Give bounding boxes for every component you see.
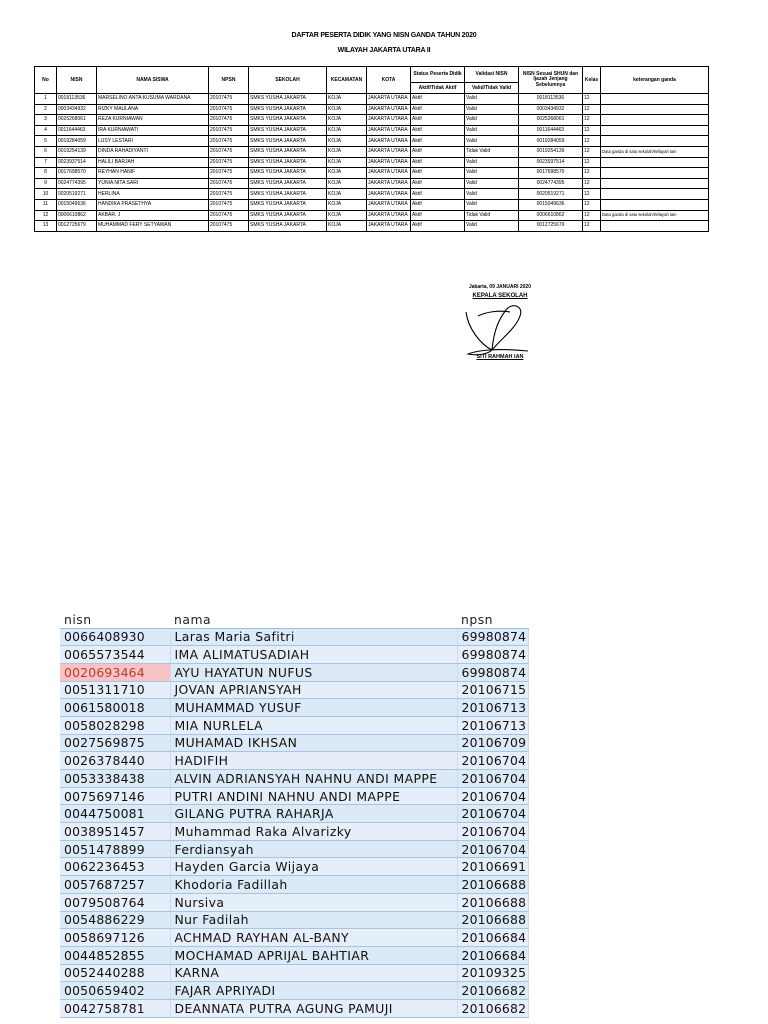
- cell-kota: JAKARTA UTARA: [367, 125, 411, 136]
- list-cell-npsn: 69980874: [457, 663, 528, 681]
- cell-kelas: 12: [583, 221, 601, 232]
- header-nisn: NISN: [57, 67, 97, 94]
- cell-nama: YUNIA NITA SARI: [97, 178, 209, 189]
- cell-npsn: 20107475: [209, 115, 249, 126]
- cell-keterangan: [601, 178, 709, 189]
- list-cell-nama: MUHAMAD IKHSAN: [170, 734, 457, 752]
- cell-keterangan: [601, 157, 709, 168]
- cell-keterangan: [601, 199, 709, 210]
- list-cell-nama: IMA ALIMATUSADIAH: [170, 646, 457, 664]
- cell-no: 6: [35, 146, 57, 157]
- cell-validasi: Valid: [465, 94, 519, 105]
- table-row: [35, 178, 709, 189]
- cell-nisn-shun: 0015049636: [519, 199, 583, 210]
- cell-status: Aktif: [411, 94, 465, 105]
- cell-keterangan: [601, 125, 709, 136]
- cell-validasi: Valid: [465, 104, 519, 115]
- header-nisn-shun: NISN Sesuai SHUN dan Ijazah Jenjang Sebelumnya: [519, 67, 583, 94]
- header-nama: NAMA SISWA: [97, 67, 209, 94]
- cell-no: 4: [35, 125, 57, 136]
- cell-nisn-shun: 0023937514: [519, 157, 583, 168]
- list-cell-npsn: 20106691: [457, 858, 528, 876]
- cell-kecamatan: KOJA: [327, 189, 367, 200]
- cell-validasi: Valid: [465, 221, 519, 232]
- list-cell-nisn: 0075697146: [60, 787, 170, 805]
- cell-nisn: 0003434932: [57, 104, 97, 115]
- list-item: [60, 770, 528, 788]
- cell-status: Aktif: [411, 146, 465, 157]
- cell-nisn: 0019284059: [57, 136, 97, 147]
- list-cell-nama: Laras Maria Safitri: [170, 628, 457, 646]
- list-cell-nisn: 0062236453: [60, 858, 170, 876]
- cell-sekolah: SMKS YUSHA JAKARTA: [249, 210, 327, 221]
- list-cell-nama: Ferdiansyah: [170, 840, 457, 858]
- cell-status: Aktif: [411, 189, 465, 200]
- header-kecamatan: KECAMATAN: [327, 67, 367, 94]
- list-item: [60, 893, 528, 911]
- list-cell-nisn: 0026378440: [60, 752, 170, 770]
- cell-keterangan: [601, 221, 709, 232]
- table-row: [35, 221, 709, 232]
- cell-sekolah: SMKS YUSHA JAKARTA: [249, 157, 327, 168]
- list-cell-nisn: 0066408930: [60, 628, 170, 646]
- header-status: Status Peserta Didik: [411, 67, 465, 83]
- header-kota: KOTA: [367, 67, 411, 94]
- cell-nisn-shun: 0011644463: [519, 125, 583, 136]
- table-row: [35, 94, 709, 105]
- list-cell-nama: MUHAMMAD YUSUF: [170, 699, 457, 717]
- list-cell-npsn: 20106704: [457, 823, 528, 841]
- list-header-nama: nama: [170, 611, 457, 628]
- cell-kota: JAKARTA UTARA: [367, 157, 411, 168]
- list-cell-nisn: 0044750081: [60, 805, 170, 823]
- cell-no: 7: [35, 157, 57, 168]
- list-cell-npsn: 20106684: [457, 929, 528, 947]
- list-cell-nama: Hayden Garcia Wijaya: [170, 858, 457, 876]
- cell-kelas: 12: [583, 199, 601, 210]
- cell-npsn: 20107475: [209, 199, 249, 210]
- cell-nisn: 0017698570: [57, 168, 97, 179]
- list-cell-nisn: 0044852855: [60, 946, 170, 964]
- cell-kelas: 12: [583, 168, 601, 179]
- cell-keterangan: Data ganda di satu sekolah/Wilayah lain: [601, 210, 709, 221]
- cell-kota: JAKARTA UTARA: [367, 104, 411, 115]
- cell-kelas: 12: [583, 178, 601, 189]
- cell-no: 3: [35, 115, 57, 126]
- list-cell-nisn: 0038951457: [60, 823, 170, 841]
- signature-name: SITI RAHMAH IAN: [476, 354, 524, 360]
- list-cell-nama: HADIFIH: [170, 752, 457, 770]
- cell-keterangan: [601, 94, 709, 105]
- cell-kecamatan: KOJA: [327, 178, 367, 189]
- list-cell-nama: Nursiva: [170, 893, 457, 911]
- cell-kecamatan: KOJA: [327, 221, 367, 232]
- cell-kelas: 12: [583, 104, 601, 115]
- cell-npsn: 20107475: [209, 94, 249, 105]
- cell-nisn: 0012725679: [57, 221, 97, 232]
- cell-nisn-shun: 0012725679: [519, 221, 583, 232]
- cell-npsn: 20107475: [209, 136, 249, 147]
- list-cell-npsn: 20106713: [457, 699, 528, 717]
- cell-status: Aktif: [411, 104, 465, 115]
- cell-kelas: 12: [583, 189, 601, 200]
- cell-kecamatan: KOJA: [327, 146, 367, 157]
- cell-kota: JAKARTA UTARA: [367, 146, 411, 157]
- cell-nisn: 0011644463: [57, 125, 97, 136]
- cell-sekolah: SMKS YUSHA JAKARTA: [249, 199, 327, 210]
- cell-nisn-shun: 0003434932: [519, 104, 583, 115]
- list-cell-npsn: 20106704: [457, 840, 528, 858]
- cell-npsn: 20107475: [209, 146, 249, 157]
- list-cell-nisn: 0053338438: [60, 770, 170, 788]
- cell-npsn: 20107475: [209, 125, 249, 136]
- cell-kecamatan: KOJA: [327, 136, 367, 147]
- cell-keterangan: [601, 168, 709, 179]
- table-row: [35, 146, 709, 157]
- cell-nama: IRA KURNIAWATI: [97, 125, 209, 136]
- list-cell-npsn: 20106715: [457, 681, 528, 699]
- cell-validasi: Valid: [465, 199, 519, 210]
- cell-sekolah: SMKS YUSHA JAKARTA: [249, 221, 327, 232]
- cell-no: 8: [35, 168, 57, 179]
- table-row: [35, 189, 709, 200]
- cell-kota: JAKARTA UTARA: [367, 210, 411, 221]
- list-cell-npsn: 20106713: [457, 716, 528, 734]
- cell-validasi: Valid: [465, 189, 519, 200]
- list-cell-nama: KARNA: [170, 964, 457, 982]
- list-cell-nisn: 0052440288: [60, 964, 170, 982]
- list-cell-npsn: 20106704: [457, 787, 528, 805]
- cell-npsn: 20107475: [209, 157, 249, 168]
- table-row: [35, 157, 709, 168]
- list-cell-npsn: 20106682: [457, 982, 528, 1000]
- cell-kota: JAKARTA UTARA: [367, 136, 411, 147]
- cell-kecamatan: KOJA: [327, 168, 367, 179]
- cell-sekolah: SMKS YUSHA JAKARTA: [249, 189, 327, 200]
- cell-kota: JAKARTA UTARA: [367, 94, 411, 105]
- list-cell-nisn: 0079508764: [60, 893, 170, 911]
- table-row: [35, 210, 709, 221]
- cell-nisn-shun: 0018113536: [519, 94, 583, 105]
- nisn-ganda-table: [34, 66, 709, 232]
- list-cell-nisn: 0051311710: [60, 681, 170, 699]
- list-cell-npsn: 20106684: [457, 946, 528, 964]
- cell-npsn: 20107475: [209, 210, 249, 221]
- cell-keterangan: Data ganda di satu sekolah/Wilayah lain: [601, 146, 709, 157]
- list-cell-npsn: 20106704: [457, 770, 528, 788]
- header-status-sub: Aktif/Tidak Aktif: [411, 83, 465, 94]
- cell-sekolah: SMKS YUSHA JAKARTA: [249, 104, 327, 115]
- cell-status: Aktif: [411, 115, 465, 126]
- cell-nama: DINDA RAHADIYANTI: [97, 146, 209, 157]
- list-cell-nisn: 0057687257: [60, 876, 170, 894]
- cell-nisn: 0006610862: [57, 210, 97, 221]
- cell-no: 10: [35, 189, 57, 200]
- cell-kecamatan: KOJA: [327, 210, 367, 221]
- cell-no: 11: [35, 199, 57, 210]
- table-row: [35, 168, 709, 179]
- list-item: [60, 929, 528, 947]
- cell-nisn-shun: 0019284059: [519, 136, 583, 147]
- signature-block: [430, 284, 570, 360]
- student-list-table: [60, 611, 529, 1018]
- list-cell-nama: Muhammad Raka Alvarizky: [170, 823, 457, 841]
- table-row: [35, 125, 709, 136]
- header-no: No: [35, 67, 57, 94]
- table-row: [35, 136, 709, 147]
- list-cell-npsn: 69980874: [457, 628, 528, 646]
- table-row: [35, 115, 709, 126]
- cell-kelas: 12: [583, 136, 601, 147]
- list-cell-nama: DEANNATA PUTRA AGUNG PAMUJI: [170, 999, 457, 1017]
- list-cell-nisn: 0065573544: [60, 646, 170, 664]
- cell-validasi: Valid: [465, 168, 519, 179]
- cell-validasi: Valid: [465, 136, 519, 147]
- cell-kota: JAKARTA UTARA: [367, 178, 411, 189]
- cell-keterangan: [601, 189, 709, 200]
- cell-kecamatan: KOJA: [327, 115, 367, 126]
- cell-nisn: 0018113536: [57, 94, 97, 105]
- list-cell-nisn: 0058028298: [60, 716, 170, 734]
- list-cell-nama: AYU HAYATUN NUFUS: [170, 663, 457, 681]
- list-item: [60, 840, 528, 858]
- cell-sekolah: SMKS YUSHA JAKARTA: [249, 115, 327, 126]
- list-header-nisn: nisn: [60, 611, 170, 628]
- cell-nisn-shun: 0017698570: [519, 168, 583, 179]
- cell-kelas: 12: [583, 115, 601, 126]
- header-validasi-sub: Valid/Tidak Valid: [465, 83, 519, 94]
- cell-validasi: Tidak Valid: [465, 210, 519, 221]
- list-cell-npsn: 20106688: [457, 893, 528, 911]
- list-item: [60, 716, 528, 734]
- list-cell-nama: Khodoria Fadillah: [170, 876, 457, 894]
- cell-kelas: 12: [583, 125, 601, 136]
- cell-kota: JAKARTA UTARA: [367, 168, 411, 179]
- cell-kota: JAKARTA UTARA: [367, 221, 411, 232]
- cell-kecamatan: KOJA: [327, 157, 367, 168]
- cell-no: 13: [35, 221, 57, 232]
- list-item: [60, 946, 528, 964]
- cell-nisn: 0015049636: [57, 199, 97, 210]
- list-cell-nama: Nur Fadilah: [170, 911, 457, 929]
- table-row: [35, 199, 709, 210]
- cell-no: 1: [35, 94, 57, 105]
- list-cell-npsn: 20106682: [457, 999, 528, 1017]
- signature-date: Jakarta, 09 JANUARI 2020: [469, 284, 531, 290]
- list-item: [60, 858, 528, 876]
- list-cell-npsn: 20106704: [457, 805, 528, 823]
- cell-kecamatan: KOJA: [327, 125, 367, 136]
- cell-kota: JAKARTA UTARA: [367, 199, 411, 210]
- cell-kecamatan: KOJA: [327, 94, 367, 105]
- list-item: [60, 982, 528, 1000]
- list-item: [60, 646, 528, 664]
- cell-sekolah: SMKS YUSHA JAKARTA: [249, 146, 327, 157]
- list-cell-nama: ACHMAD RAYHAN AL-BANY: [170, 929, 457, 947]
- cell-no: 12: [35, 210, 57, 221]
- cell-status: Aktif: [411, 210, 465, 221]
- cell-status: Aktif: [411, 136, 465, 147]
- cell-validasi: Valid: [465, 115, 519, 126]
- header-kelas: Kelas: [583, 67, 601, 94]
- list-item: [60, 752, 528, 770]
- list-cell-npsn: 20106688: [457, 911, 528, 929]
- cell-status: Aktif: [411, 199, 465, 210]
- cell-npsn: 20107475: [209, 189, 249, 200]
- cell-sekolah: SMKS YUSHA JAKARTA: [249, 125, 327, 136]
- cell-nama: HERLINA: [97, 189, 209, 200]
- list-item: [60, 628, 528, 646]
- table-row: [35, 104, 709, 115]
- cell-keterangan: [601, 104, 709, 115]
- cell-validasi: Valid: [465, 178, 519, 189]
- list-cell-npsn: 20106688: [457, 876, 528, 894]
- list-cell-nama: MOCHAMAD APRIJAL BAHTIAR: [170, 946, 457, 964]
- cell-nama: REZA KURNIAWAN: [97, 115, 209, 126]
- cell-nisn-shun: 0025268061: [519, 115, 583, 126]
- list-cell-nama: GILANG PUTRA RAHARJA: [170, 805, 457, 823]
- list-cell-npsn: 20109325: [457, 964, 528, 982]
- list-cell-nisn: 0027569875: [60, 734, 170, 752]
- list-cell-nama: ALVIN ADRIANSYAH NAHNU ANDI MAPPE: [170, 770, 457, 788]
- list-cell-nama: JOVAN APRIANSYAH: [170, 681, 457, 699]
- cell-kota: JAKARTA UTARA: [367, 115, 411, 126]
- cell-status: Aktif: [411, 125, 465, 136]
- cell-npsn: 20107475: [209, 221, 249, 232]
- cell-kelas: 12: [583, 210, 601, 221]
- cell-keterangan: [601, 136, 709, 147]
- cell-npsn: 20107475: [209, 168, 249, 179]
- cell-no: 9: [35, 178, 57, 189]
- cell-nama: HANDIKA PRASETHYA: [97, 199, 209, 210]
- list-item: [60, 964, 528, 982]
- cell-nama: HALILI BARJAH: [97, 157, 209, 168]
- list-item: [60, 911, 528, 929]
- cell-status: Aktif: [411, 178, 465, 189]
- cell-no: 5: [35, 136, 57, 147]
- cell-sekolah: SMKS YUSHA JAKARTA: [249, 136, 327, 147]
- cell-nama: MUHAMMAD FERY SETYAWAN: [97, 221, 209, 232]
- list-item: [60, 734, 528, 752]
- list-header-npsn: npsn: [457, 611, 528, 628]
- cell-status: Aktif: [411, 157, 465, 168]
- list-cell-npsn: 20106704: [457, 752, 528, 770]
- list-item: [60, 823, 528, 841]
- cell-kelas: 12: [583, 157, 601, 168]
- handwritten-signature: [458, 298, 548, 360]
- cell-nisn: 0019254139: [57, 146, 97, 157]
- list-cell-nisn: 0054886229: [60, 911, 170, 929]
- list-cell-npsn: 69980874: [457, 646, 528, 664]
- list-item: [60, 663, 528, 681]
- cell-nama: AKBAR. J: [97, 210, 209, 221]
- cell-validasi: Tidak Valid: [465, 146, 519, 157]
- list-item: [60, 787, 528, 805]
- document-subtitle: WILAYAH JAKARTA UTARA II: [337, 47, 431, 54]
- document-title: DAFTAR PESERTA DIDIK YANG NISN GANDA TAHUN 2020: [291, 32, 477, 39]
- cell-kelas: 12: [583, 146, 601, 157]
- cell-npsn: 20107475: [209, 104, 249, 115]
- list-item: [60, 876, 528, 894]
- cell-nama: MARSELINO ANTA KUSUMA WARDANA: [97, 94, 209, 105]
- cell-sekolah: SMKS YUSHA JAKARTA: [249, 94, 327, 105]
- cell-npsn: 20107475: [209, 178, 249, 189]
- list-cell-nisn: 0042758781: [60, 999, 170, 1017]
- cell-sekolah: SMKS YUSHA JAKARTA: [249, 178, 327, 189]
- cell-nisn: 0023937514: [57, 157, 97, 168]
- cell-kelas: 12: [583, 94, 601, 105]
- cell-nisn-shun: 0020519271: [519, 189, 583, 200]
- cell-nisn: 0024774395: [57, 178, 97, 189]
- header-npsn: NPSN: [209, 67, 249, 94]
- list-item: [60, 805, 528, 823]
- cell-kecamatan: KOJA: [327, 104, 367, 115]
- list-item: [60, 999, 528, 1017]
- header-sekolah: SEKOLAH: [249, 67, 327, 94]
- cell-sekolah: SMKS YUSHA JAKARTA: [249, 168, 327, 179]
- cell-nama: RIZKY MAULANA: [97, 104, 209, 115]
- cell-keterangan: [601, 115, 709, 126]
- list-cell-nisn: 0058697126: [60, 929, 170, 947]
- header-validasi: Validasi NISN: [465, 67, 519, 83]
- header-keterangan: keterangan ganda: [601, 67, 709, 94]
- list-cell-nama: FAJAR APRIYADI: [170, 982, 457, 1000]
- cell-no: 2: [35, 104, 57, 115]
- cell-kota: JAKARTA UTARA: [367, 189, 411, 200]
- cell-nisn-shun: 0024774395: [519, 178, 583, 189]
- list-item: [60, 681, 528, 699]
- list-item: [60, 699, 528, 717]
- cell-validasi: Valid: [465, 125, 519, 136]
- list-cell-nisn: 0051478899: [60, 840, 170, 858]
- cell-nama: LUSY LESTARI: [97, 136, 209, 147]
- cell-nisn: 0025268061: [57, 115, 97, 126]
- signature-role: KEPALA SEKOLAH: [472, 293, 528, 299]
- cell-nisn-shun: 0019254139: [519, 146, 583, 157]
- list-cell-nisn: 0061580018: [60, 699, 170, 717]
- list-cell-npsn: 20106709: [457, 734, 528, 752]
- list-cell-nisn: 0050659402: [60, 982, 170, 1000]
- list-cell-nisn: 0020693464: [60, 663, 170, 681]
- cell-status: Aktif: [411, 168, 465, 179]
- cell-kecamatan: KOJA: [327, 199, 367, 210]
- list-cell-nama: PUTRI ANDINI NAHNU ANDI MAPPE: [170, 787, 457, 805]
- cell-status: Aktif: [411, 221, 465, 232]
- cell-nisn: 0020519271: [57, 189, 97, 200]
- list-cell-nama: MIA NURLELA: [170, 716, 457, 734]
- cell-nisn-shun: 0006610862: [519, 210, 583, 221]
- cell-nama: REYHAN HANIF: [97, 168, 209, 179]
- cell-validasi: Valid: [465, 157, 519, 168]
